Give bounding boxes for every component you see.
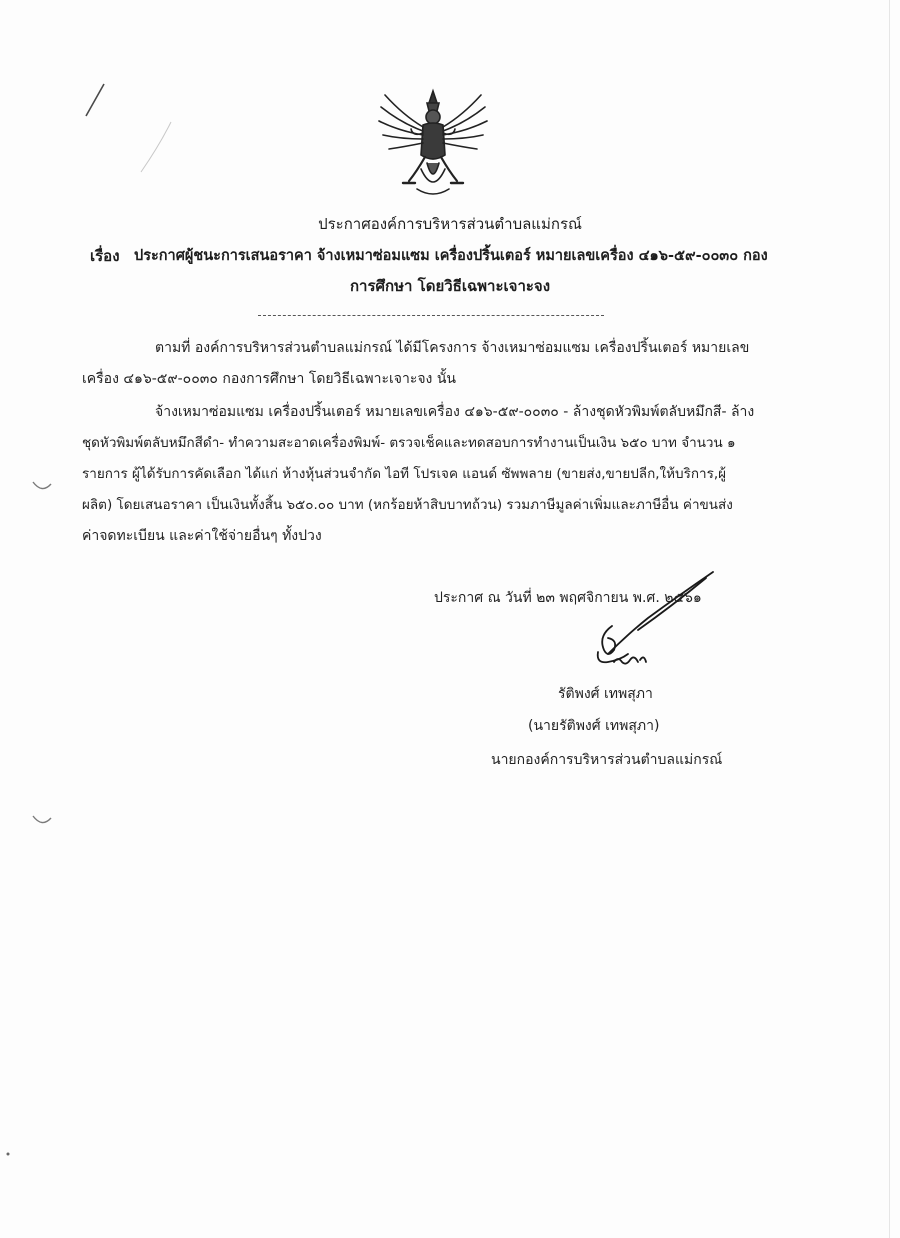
faint-stroke-mark [135,118,175,178]
pen-stroke-mark [80,80,110,120]
paragraph-1-line-1: ตามที่ องค์การบริหารส่วนตำบลแม่กรณ์ ได้มีโครงการ จ้างเหมาซ่อมแซม เครื่องปริ้นเตอร์ หมายเลข [155,340,750,356]
garuda-emblem-icon [373,85,493,205]
subject-label: เรื่อง [90,247,120,265]
signer-name: รัติพงศ์ เทพสุภา [558,686,653,702]
signer-name-parenthesis: (นายรัติพงศ์ เทพสุภา) [528,718,660,734]
subject-line-1: ประกาศผู้ชนะการเสนอราคา จ้างเหมาซ่อมแซม เครื่องปริ้นเตอร์ หมายเลขเครื่อง ๔๑๖-๕๙-๐๐๓๐ กอง [134,248,768,264]
scan-speck [4,1150,12,1158]
announcement-heading: ประกาศองค์การบริหารส่วนตำบลแม่กรณ์ [318,215,582,233]
paragraph-2-line-5: ค่าจดทะเบียน และค่าใช้จ่ายอื่นๆ ทั้งปวง [82,528,322,544]
hole-punch-mark [30,478,54,494]
paragraph-1-line-2: เครื่อง ๔๑๖-๕๙-๐๐๓๐ กองการศึกษา โดยวิธีเฉพาะเจาะจง นั้น [82,371,456,387]
signer-position: นายกองค์การบริหารส่วนตำบลแม่กรณ์ [491,752,723,768]
hole-punch-mark-lower [30,812,54,828]
paragraph-2-line-1: จ้างเหมาซ่อมแซม เครื่องปริ้นเตอร์ หมายเลขเครื่อง ๔๑๖-๕๙-๐๐๓๐ - ล้างชุดหัวพิมพ์ตลับหมึกสี- ล้าง [155,404,755,420]
paragraph-2-line-4: ผลิต) โดยเสนอราคา เป็นเงินทั้งสิ้น ๖๕๐.๐๐ บาท (หกร้อยห้าสิบบาทถ้วน) รวมภาษีมูลค่าเพิ่มและภาษีอื่น ค่าขนส่ง [82,497,733,513]
heading-divider [258,315,604,316]
handwritten-signature [568,566,728,676]
paragraph-2-line-2: ชุดหัวพิมพ์ตลับหมึกสีดำ- ทำความสะอาดเครื่องพิมพ์- ตรวจเช็คและทดสอบการทำงานเป็นเงิน ๖๕๐ บาท จำนวน ๑ [82,435,736,451]
paragraph-2-line-3: รายการ ผู้ได้รับการคัดเลือก ได้แก่ ห้างหุ้นส่วนจำกัด ไอที โปรเจค แอนด์ ซัพพลาย (ขายส่ง,ขายปลีก,ให้บริการ,ผู้ [82,466,727,482]
announcement-date: ประกาศ ณ วันที่ ๒๓ พฤศจิกายน พ.ศ. ๒๕๖๑ [434,590,702,606]
page-edge [889,0,890,1238]
subject-line-2: การศึกษา โดยวิธีเฉพาะเจาะจง [349,277,551,295]
